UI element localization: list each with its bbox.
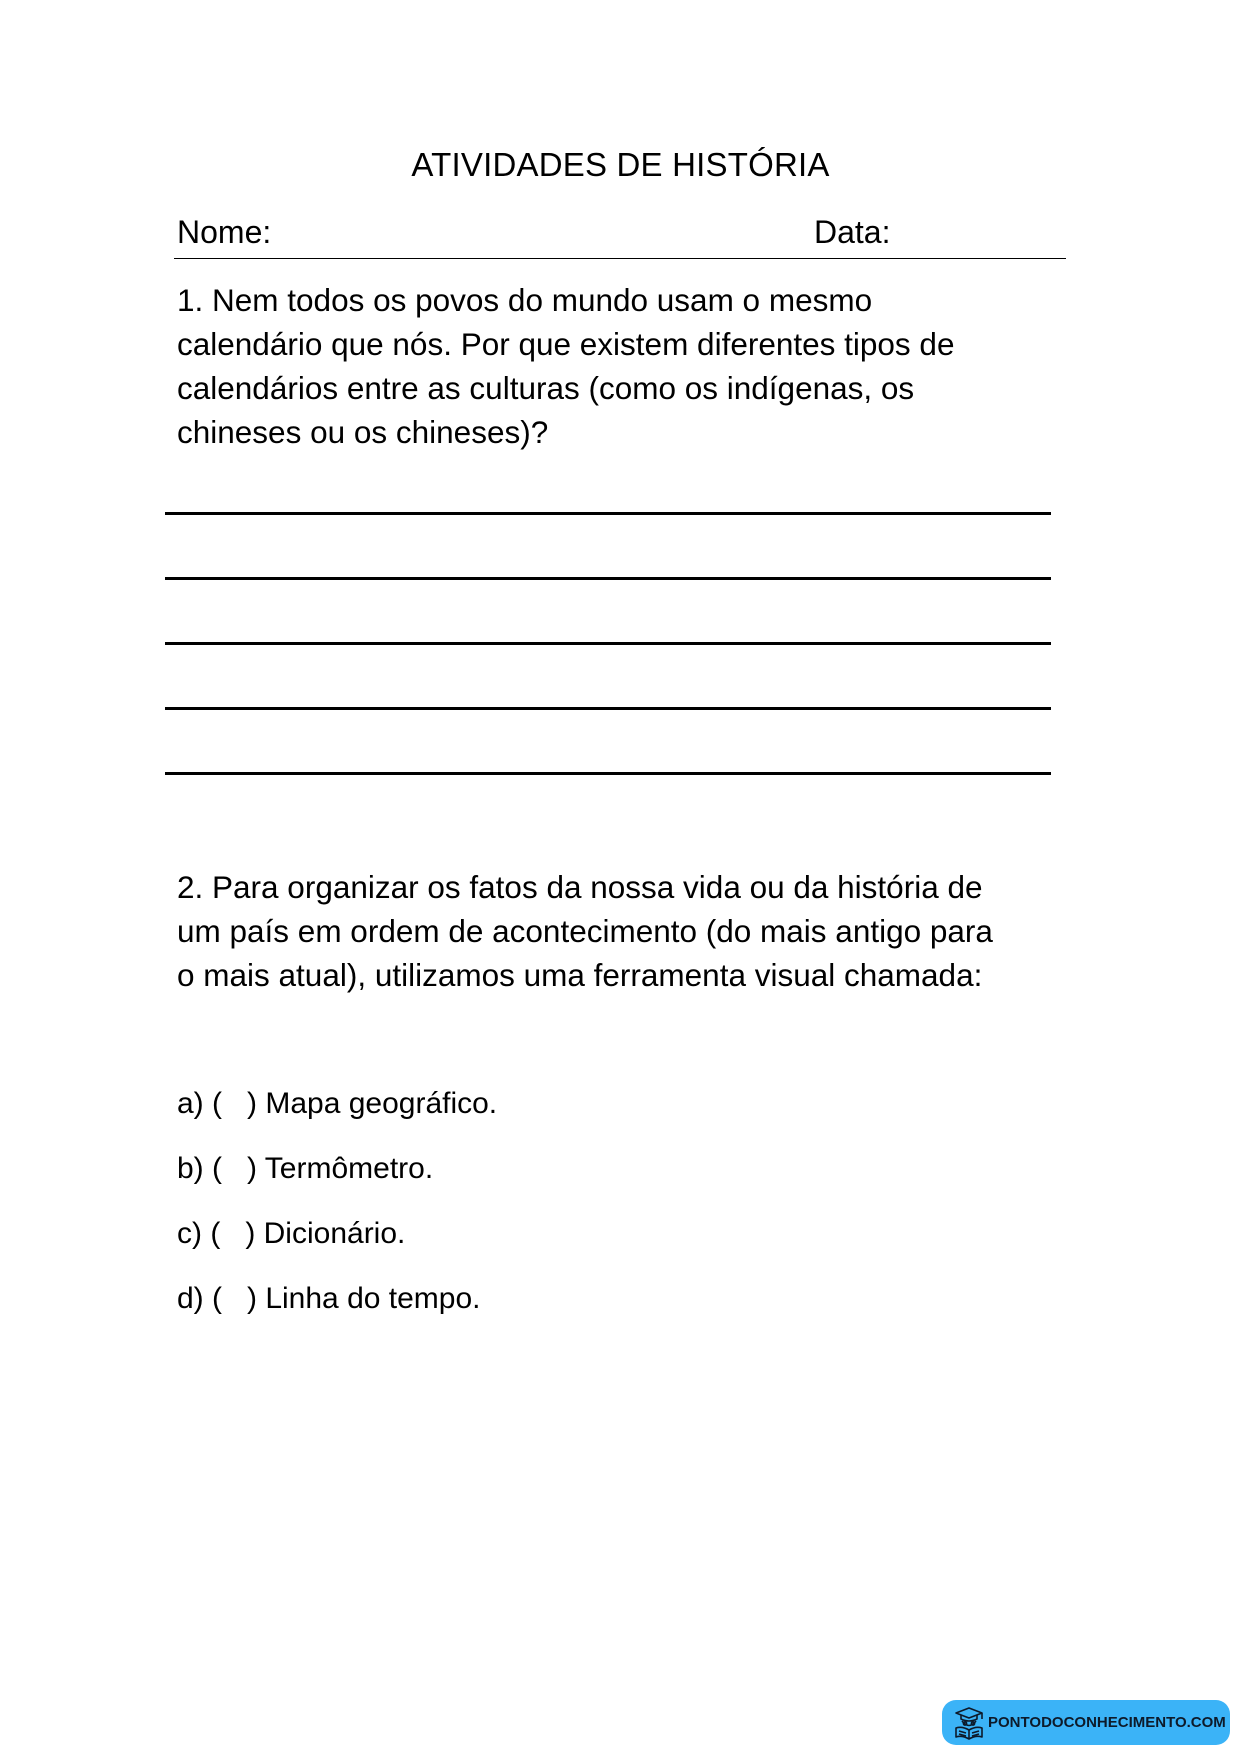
answer-line[interactable] <box>165 772 1051 775</box>
graduate-reading-book-icon <box>954 1706 984 1740</box>
question-2-line: 2. Para organizar os fatos da nossa vida ou da história de <box>177 869 983 905</box>
answer-line[interactable] <box>165 642 1051 645</box>
answer-line[interactable] <box>165 707 1051 710</box>
option-a[interactable]: a) ( ) Mapa geográfico. <box>177 1087 498 1120</box>
answer-line[interactable] <box>165 512 1051 515</box>
name-date-header <box>174 212 1066 259</box>
question-1-line: chineses ou os chineses)? <box>177 414 549 450</box>
question-1 <box>177 278 954 454</box>
question-2 <box>177 865 993 997</box>
watermark-text: PONTODOCONHECIMENTO.COM <box>988 1714 1226 1731</box>
option-c[interactable]: c) ( ) Dicionário. <box>177 1217 406 1250</box>
question-2-line: um país em ordem de acontecimento (do mais antigo para <box>177 913 993 949</box>
watermark-badge <box>942 1700 1230 1745</box>
date-label: Data: <box>814 214 891 250</box>
question-1-line: 1. Nem todos os povos do mundo usam o mesmo <box>177 282 873 318</box>
answer-line[interactable] <box>165 577 1051 580</box>
name-label: Nome: <box>177 214 272 250</box>
question-1-line: calendários entre as culturas (como os indígenas, os <box>177 370 915 406</box>
option-b[interactable]: b) ( ) Termômetro. <box>177 1152 434 1185</box>
page-title: ATIVIDADES DE HISTÓRIA <box>411 146 830 183</box>
option-d[interactable]: d) ( ) Linha do tempo. <box>177 1282 481 1315</box>
question-2-line: o mais atual), utilizamos uma ferramenta visual chamada: <box>177 957 983 993</box>
question-1-line: calendário que nós. Por que existem diferentes tipos de <box>177 326 955 362</box>
